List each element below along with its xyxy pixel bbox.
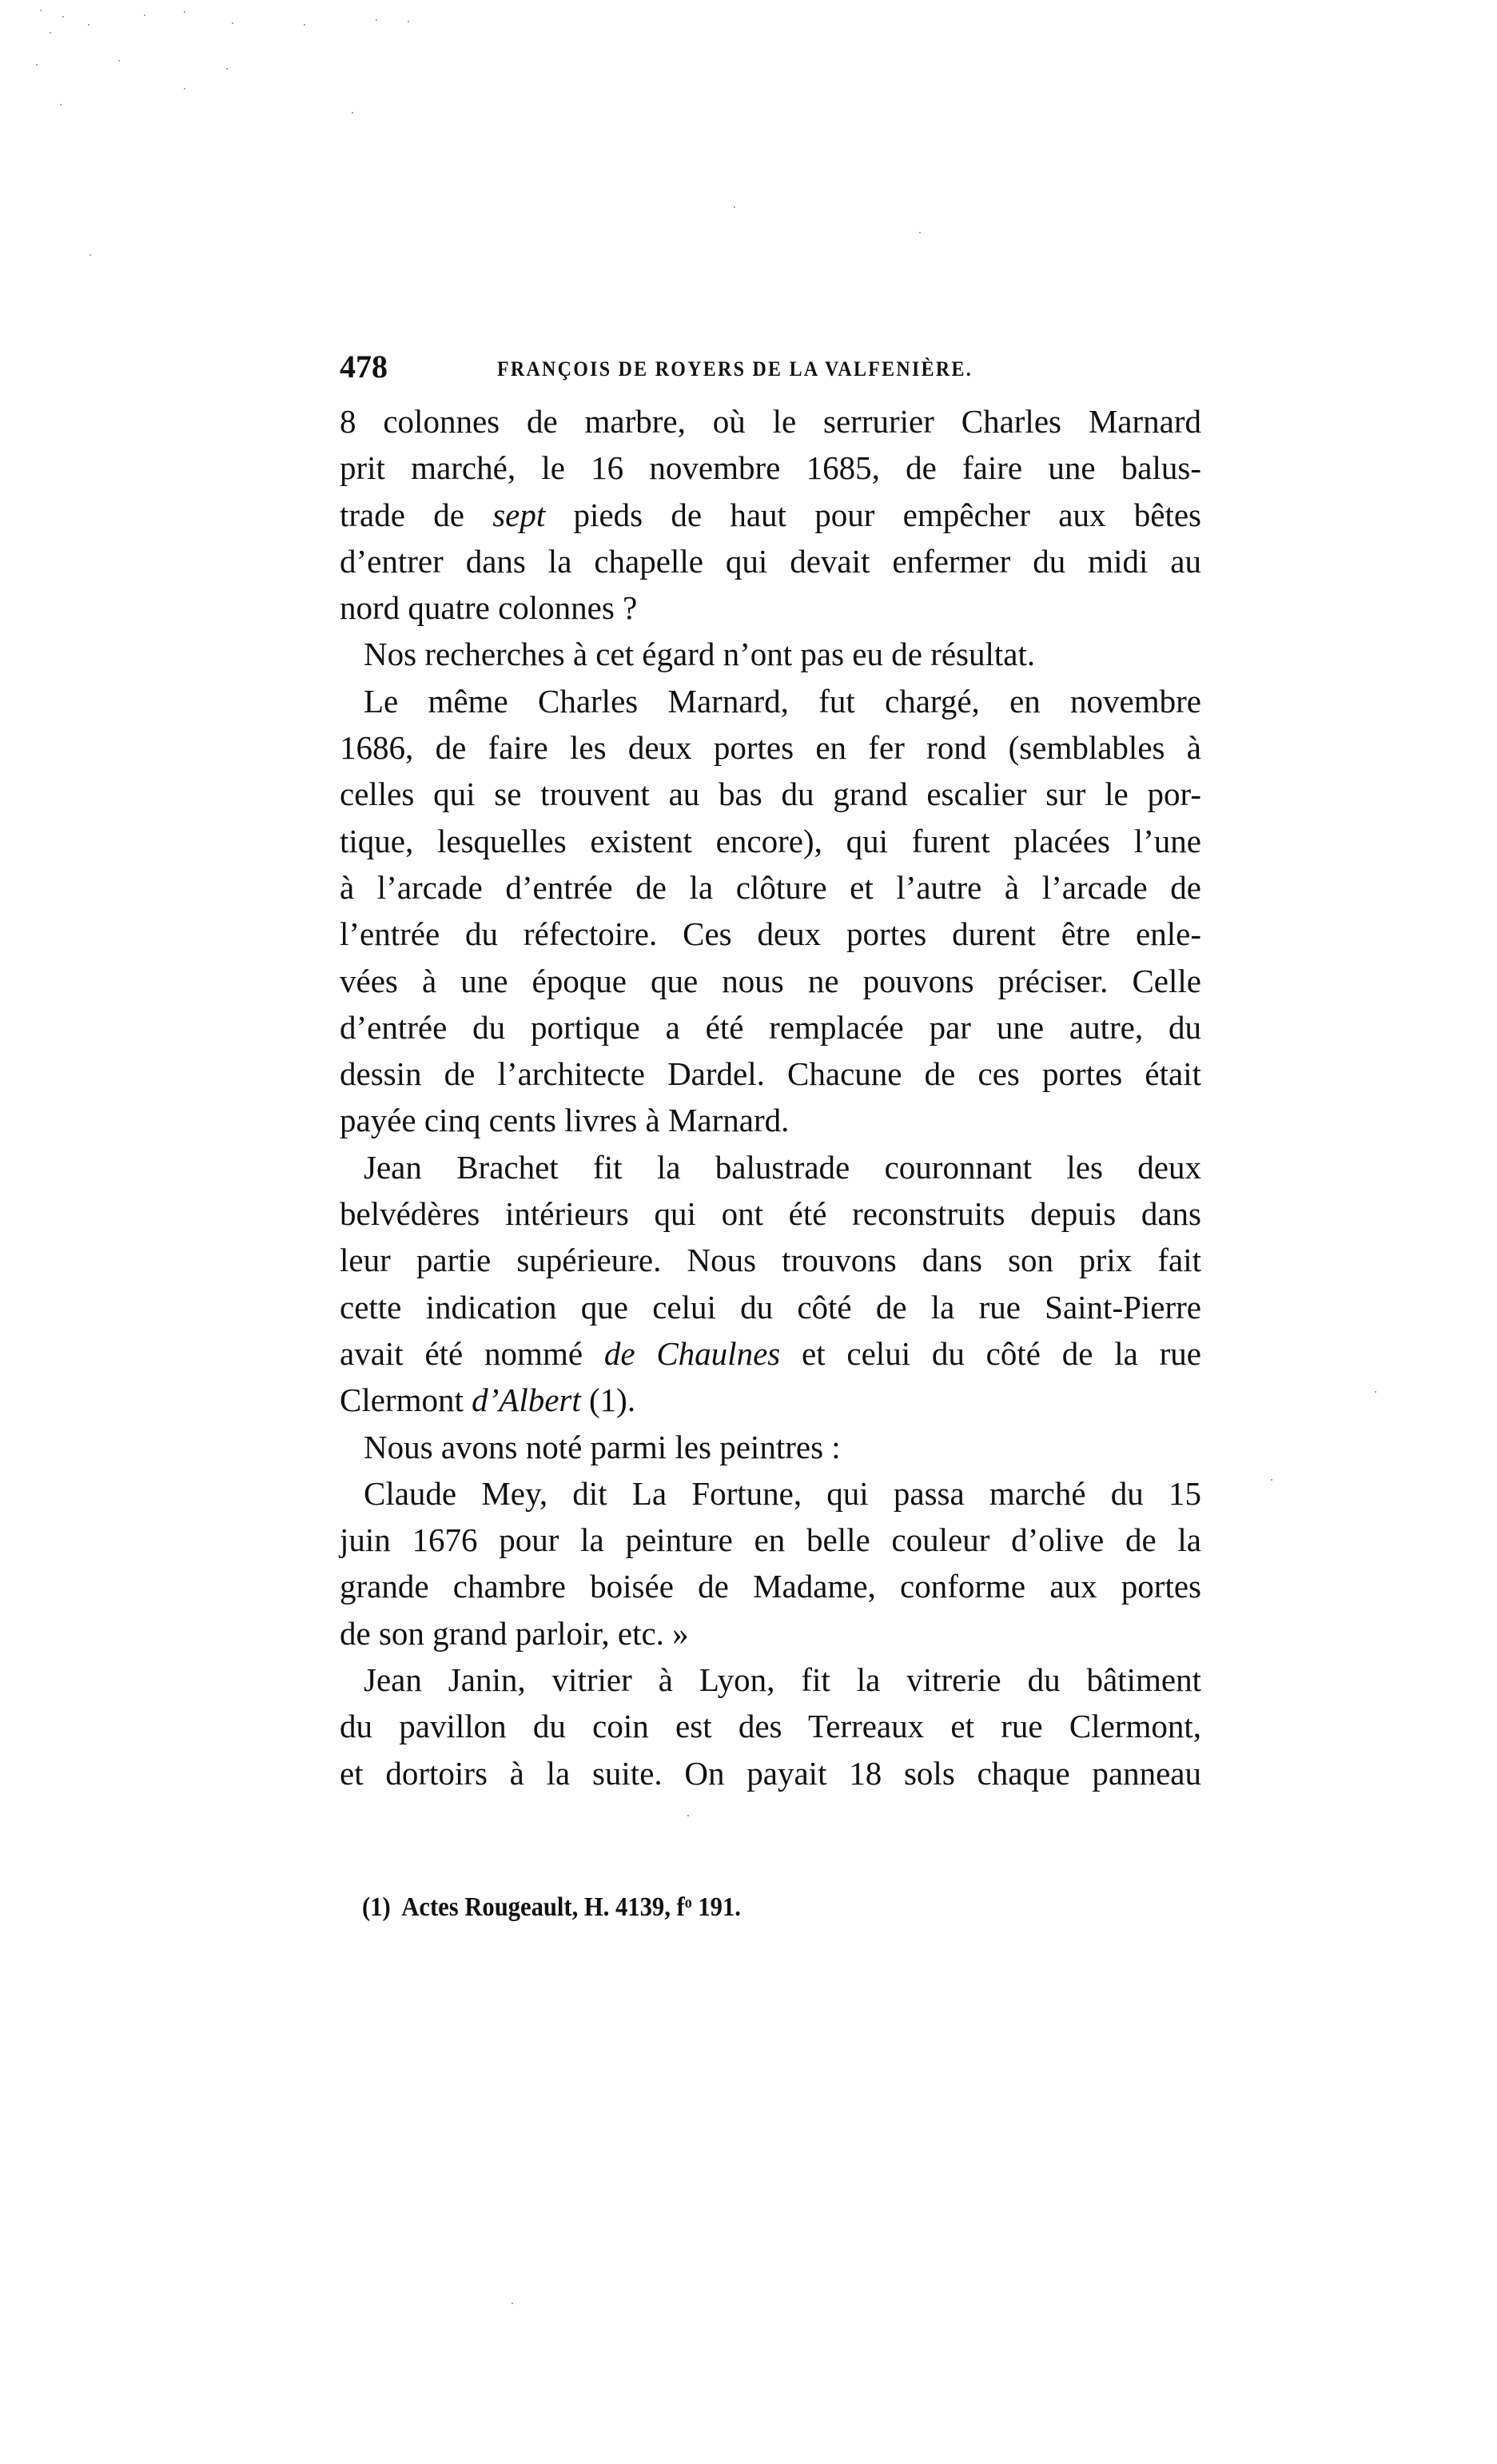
line-text: Le même Charles Marnard, fut chargé, en novembre	[364, 682, 1201, 720]
scan-speck	[1375, 1391, 1376, 1393]
scan-speck	[376, 19, 377, 21]
line-text: à l’arcade d’entrée de la clôture et l’autre à l’arcade de	[340, 868, 1201, 906]
text-line	[340, 1051, 1201, 1097]
line-text: d’entrer dans la chapelle qui devait enfermer du midi au	[340, 542, 1201, 580]
text-line	[340, 911, 1201, 957]
line-text: Jean Brachet fit la balustrade couronnant les deux	[364, 1148, 1201, 1186]
scan-speck	[408, 21, 409, 22]
scan-speck	[118, 60, 120, 62]
footnote-text-end: 191.	[691, 1892, 741, 1922]
line-text: nord quatre colonnes ?	[340, 589, 638, 627]
line-text: pieds de haut pour empêcher aux bêtes	[545, 496, 1202, 533]
line-text: payée cinq cents livres à Marnard.	[340, 1102, 790, 1139]
scan-speck	[734, 206, 735, 208]
line-text: vées à une époque que nous ne pouvons préciser. Celle	[340, 962, 1201, 999]
page-number: 478	[340, 349, 388, 385]
text-line	[340, 445, 1201, 491]
footnote	[362, 1885, 741, 1925]
text-line	[340, 1610, 1201, 1657]
text-line	[340, 631, 1201, 677]
scan-speck	[352, 112, 353, 114]
line-text: juin 1676 pour la peinture en belle couleur d’olive de la	[340, 1521, 1201, 1559]
italic-text: de Chaulnes	[603, 1334, 781, 1372]
line-text: Nous avons noté parmi les peintres :	[364, 1428, 841, 1465]
scan-speck	[232, 22, 233, 24]
line-text: avait été nommé	[340, 1334, 604, 1372]
italic-text: d’Albert	[472, 1382, 581, 1419]
scan-speck	[687, 1815, 689, 1816]
line-text: leur partie supérieure. Nous trouvons dans son prix fait	[340, 1242, 1201, 1279]
running-head	[340, 347, 1203, 387]
text-line	[340, 1190, 1201, 1237]
line-text: du pavillon du coin est des Terreaux et rue Clermont,	[340, 1708, 1201, 1745]
text-line	[340, 1237, 1201, 1283]
text-line	[340, 1284, 1201, 1330]
line-text: et celui du côté de la rue	[780, 1334, 1201, 1372]
text-line	[340, 1004, 1201, 1051]
text-line	[340, 678, 1201, 724]
body-text	[340, 398, 1201, 1796]
line-text: de son grand parloir, etc. »	[340, 1614, 689, 1652]
text-line	[340, 538, 1201, 584]
line-text: tique, lesquelles existent encore), qui furent placées l’une	[340, 822, 1201, 859]
line-text: l’entrée du réfectoire. Ces deux portes durent être enle-	[340, 915, 1201, 953]
line-text: (1).	[580, 1382, 636, 1419]
scan-speck	[36, 64, 38, 66]
footnote-marker: (1)	[362, 1892, 391, 1922]
text-line	[340, 1377, 1201, 1423]
scan-speck	[88, 24, 90, 26]
text-line	[340, 1657, 1201, 1703]
scan-speck	[60, 104, 62, 106]
line-text: Claude Mey, dit La Fortune, qui passa marché du 15	[364, 1474, 1201, 1512]
text-line	[340, 584, 1201, 631]
scan-speck	[90, 254, 91, 256]
line-text: grande chambre boisée de Madame, conforme aux portes	[340, 1568, 1201, 1605]
text-line	[340, 1424, 1201, 1470]
footnote-superscript: o	[684, 1894, 692, 1912]
text-line	[340, 1750, 1201, 1796]
line-text: 8 colonnes de marbre, où le serrurier Charles Marnard	[340, 403, 1201, 440]
text-line	[340, 1703, 1201, 1749]
text-line	[340, 724, 1201, 771]
scan-speck	[512, 2303, 513, 2304]
line-text: Jean Janin, vitrier à Lyon, fit la vitrerie du bâtiment	[364, 1661, 1201, 1699]
scan-speck	[144, 14, 145, 16]
line-text: celles qui se trouvent au bas du grand escalier sur le por-	[340, 775, 1201, 813]
footnote-text: Actes Rougeault, H. 4139, f	[401, 1892, 685, 1922]
text-line	[340, 771, 1201, 817]
line-text: prit marché, le 16 novembre 1685, de faire une balus-	[340, 449, 1201, 487]
line-text: et dortoirs à la suite. On payait 18 sols chaque panneau	[340, 1754, 1201, 1792]
line-text: 1686, de faire les deux portes en fer rond (semblables à	[340, 729, 1201, 767]
scan-speck	[226, 68, 228, 70]
text-line	[340, 1517, 1201, 1563]
line-text: d’entrée du portique a été remplacée par une autre, du	[340, 1008, 1201, 1046]
text-line	[340, 1097, 1201, 1143]
scan-speck	[919, 232, 921, 233]
text-line	[340, 398, 1201, 445]
text-line	[340, 1563, 1201, 1609]
line-text: belvédères intérieurs qui ont été reconstruits depuis dans	[340, 1195, 1201, 1233]
line-text: Nos recherches à cet égard n’ont pas eu de résultat.	[364, 636, 1036, 673]
scan-speck	[184, 11, 185, 13]
text-line	[340, 958, 1201, 1004]
line-text: dessin de l’architecte Dardel. Chacune de ces portes était	[340, 1055, 1201, 1093]
line-text: Clermont	[340, 1382, 472, 1419]
line-text: cette indication que celui du côté de la rue Saint-Pierre	[340, 1288, 1201, 1326]
text-line	[340, 1144, 1201, 1190]
scan-speck	[184, 88, 185, 90]
line-text: trade de	[340, 496, 493, 533]
text-line	[340, 818, 1201, 864]
text-line	[340, 1470, 1201, 1517]
scan-speck	[1271, 1479, 1272, 1481]
scan-speck	[304, 24, 305, 26]
scan-speck	[62, 16, 64, 18]
text-line	[340, 864, 1201, 911]
text-line	[340, 492, 1201, 538]
running-title: FRANÇOIS DE ROYERS DE LA VALFENIÈRE.	[497, 357, 973, 381]
scan-speck	[40, 10, 42, 11]
text-line	[340, 1330, 1201, 1377]
scan-speck	[50, 32, 51, 34]
italic-text: sept	[492, 496, 546, 533]
